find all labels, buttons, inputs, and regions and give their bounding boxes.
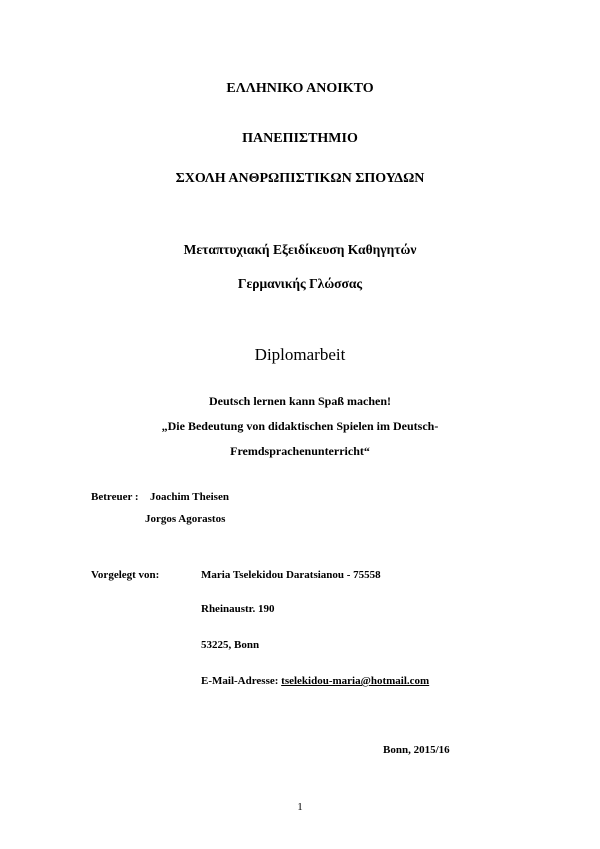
author-name: Maria Tselekidou Daratsianou - 75558 <box>201 569 381 581</box>
supervisor-name-1: Joachim Theisen <box>150 491 229 503</box>
author-city: 53225, Bonn <box>201 639 260 651</box>
page-number: 1 <box>297 801 303 813</box>
school-name: ΣΧΟΛΗ ΑΝΘΡΩΠΙΣΤΙΚΩΝ ΣΠΟΥΔΩΝ <box>175 171 425 186</box>
university-name-line1: ΕΛΛΗΝΙΚΟ ΑΝΟΙΚΤΟ <box>226 81 374 96</box>
supervisors-label: Betreuer : <box>91 491 139 503</box>
email-link[interactable]: tselekidou-maria@hotmail.com <box>281 675 430 687</box>
program-name-line1: Μεταπτυχιακή Εξειδίκευση Καθηγητών <box>183 242 417 257</box>
author-street: Rheinaustr. 190 <box>201 603 275 615</box>
place-date: Bonn, 2015/16 <box>383 744 450 756</box>
thesis-title: Deutsch lernen kann Spaß machen! <box>208 394 392 408</box>
submitted-by-label: Vorgelegt von: <box>91 569 160 581</box>
program-name-line2: Γερμανικής Γλώσσας <box>237 276 363 291</box>
thesis-subtitle-line1: „Die Bedeutung von didaktischen Spielen im Deutsch- <box>161 419 439 433</box>
email-label: E-Mail-Adresse: <box>201 675 279 687</box>
email-row <box>201 676 429 687</box>
university-name-line2: ΠΑΝΕΠΙΣΤΗΜΙΟ <box>242 131 358 146</box>
thesis-subtitle-line2: Fremdsprachenunterricht“ <box>230 444 370 458</box>
document-type: Diplomarbeit <box>254 345 346 364</box>
supervisor-name-2: Jorgos Agorastos <box>145 513 226 525</box>
